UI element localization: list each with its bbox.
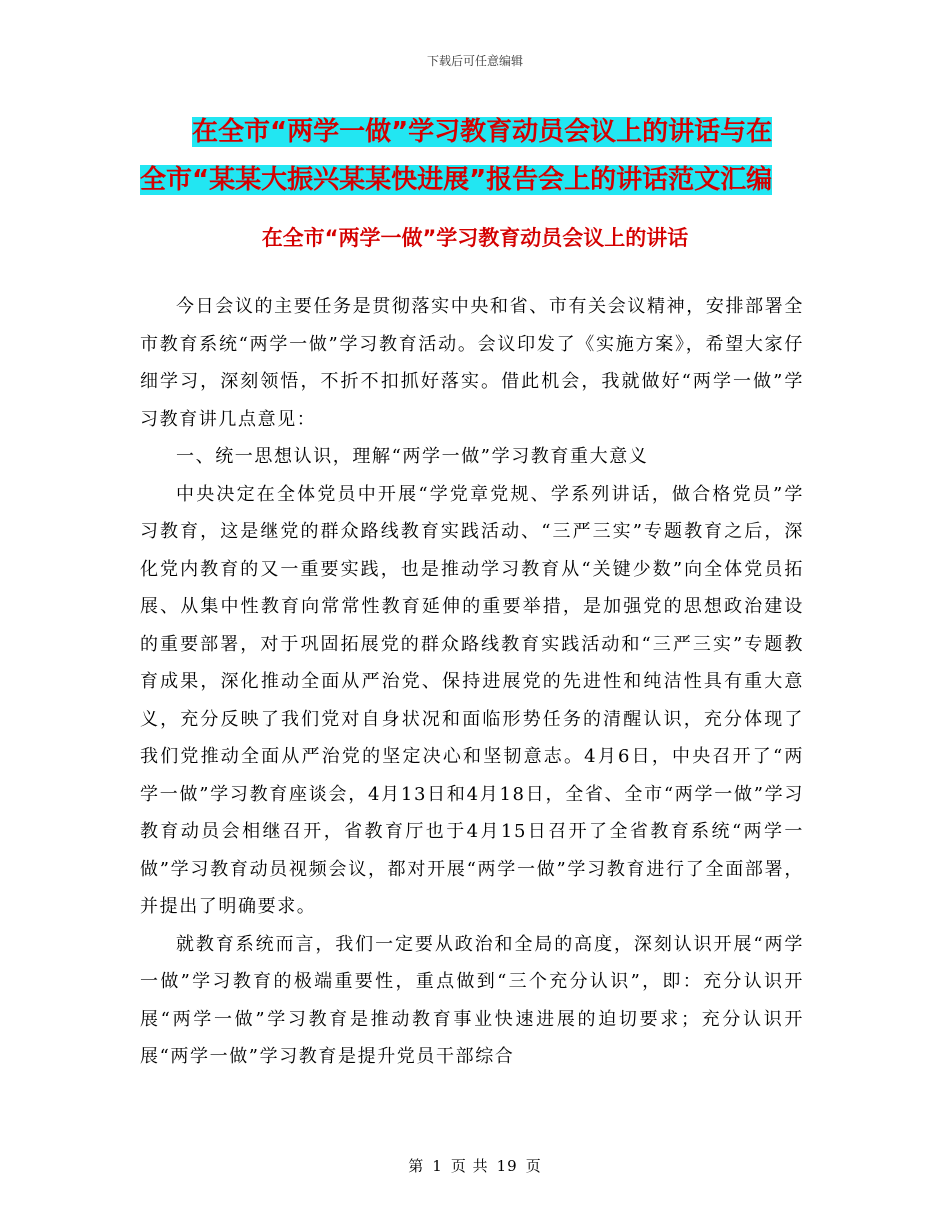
- paragraph: 今日会议的主要任务是贯彻落实中央和省、市有关会议精神，安排部署全市教育系统“两学一做”学习教育活动。会议印发了《实施方案》，希望大家仔细学习，深刻领悟，不折不扣抓好落实。借此机会，我就做好“两学一做”学习教育讲几点意见：: [140, 296, 804, 430]
- document-title-line-1: 在全市“两学一做”学习教育动员会议上的讲话与在: [192, 117, 773, 147]
- page-label-mid: 页 共: [450, 1157, 489, 1175]
- page-label-prefix: 第: [408, 1157, 425, 1175]
- document-title-line-2: 全市“某某大振兴某某快进展”报告会上的讲话范文汇编: [140, 165, 773, 195]
- paragraph: 中央决定在全体党员中开展“学党章党规、学系列讲话，做合格党员”学习教育，这是继党的群众路线教育实践活动、“三严三实”专题教育之后，深化党内教育的又一重要实践，也是推动学习教育从“关键少数”向全体党员拓展、从集中性教育向常常性教育延伸的重要举措，是加强党的思想政治建设的重要部署，对于巩固拓展党的群众路线教育实践活动和“三严三实”专题教育成果，深化推动全面从严治党、保持进展党的先进性和纯洁性具有重大意义，充分反映了我们党对自身状况和面临形势任务的清醒认识，充分体现了我们党推动全面从严治党的坚定决心和坚韧意志。4月6日，中央召开了“两学一做”学习教育座谈会，4月13日和4月18日，全省、全市“两学一做”学习教育动员会相继召开，省教育厅也于4月15日召开了全省教育系统“两学一做”学习教育动员视频会议，都对开展“两学一做”学习教育进行了全面部署，并提出了明确要求。: [140, 483, 804, 917]
- paragraph-heading: 一、统一思想认识，理解“两学一做”学习教育重大意义: [176, 446, 649, 467]
- header-note: 下载后可任意编辑: [426, 54, 523, 68]
- section-title: 在全市“两学一做”学习教育动员会议上的讲话: [261, 226, 689, 250]
- page-footer: [0, 1155, 950, 1176]
- page-total: 19: [496, 1157, 518, 1175]
- paragraph: 就教育系统而言，我们一定要从政治和全局的高度，深刻认识开展“两学一做”学习教育的极端重要性，重点做到“三个充分认识”，即：充分认识开展“两学一做”学习教育是推动教育事业快速进展的迫切要求；充分认识开展“两学一做”学习教育是提升党员干部综合: [140, 933, 804, 1067]
- page-number: 1: [432, 1157, 443, 1175]
- document-title: [140, 108, 820, 204]
- page-label-suffix: 页: [525, 1157, 542, 1175]
- body-text: [140, 288, 804, 1076]
